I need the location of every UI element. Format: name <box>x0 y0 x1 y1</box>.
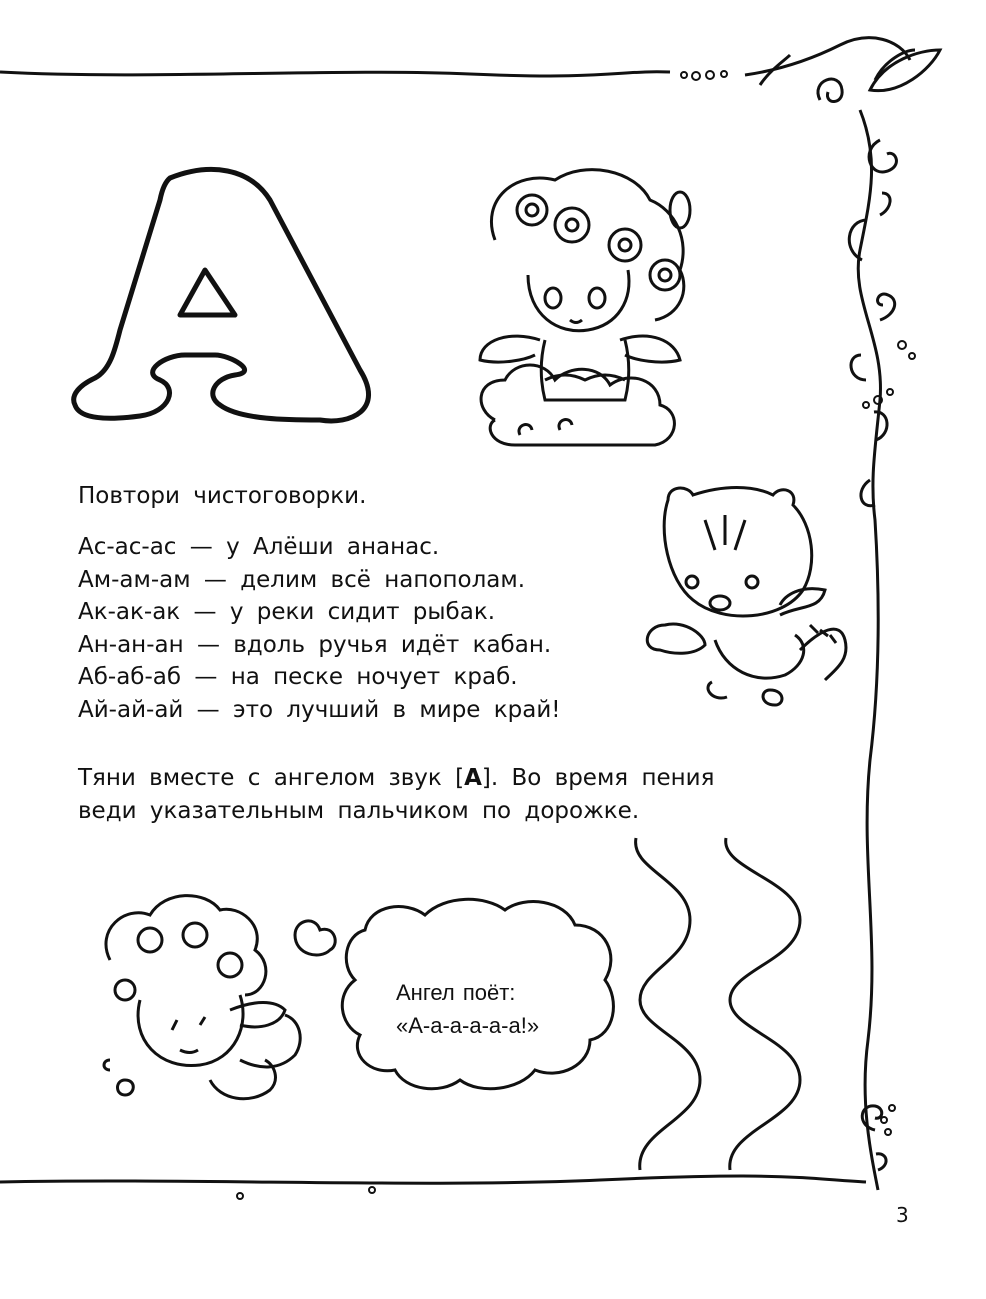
instruction-paragraph <box>78 762 798 828</box>
letter-a-outline-icon <box>74 169 369 420</box>
tongue-twister-line: Ан-ан-ан — вдоль ручья идёт кабан. <box>78 631 552 658</box>
curly-angel-flying-icon <box>104 896 335 1099</box>
tongue-twister-line: Ай-ай-ай — это лучший в мире край! <box>78 696 561 723</box>
bubble-line-1: Ангел поёт: <box>396 980 516 1005</box>
instruction-part-2: ]. Во время пения <box>481 765 715 791</box>
winged-tiger-kitten-icon <box>647 488 846 706</box>
tongue-twister-line: Ас-ас-ас — у Алёши ананас. <box>78 534 440 560</box>
bottom-border-dots <box>237 1187 375 1199</box>
bottom-border-line <box>0 1176 866 1183</box>
tongue-twister-line: Аб-аб-аб — на песке ночует краб. <box>78 664 518 690</box>
angel-girl-on-cloud-icon <box>480 170 690 445</box>
instruction-line-2: веди указательным пальчиком по дорожке. <box>78 798 640 824</box>
tongue-twister-line: Ак-ак-ак — у реки сидит рыбак. <box>78 599 496 625</box>
instruction-line-1 <box>78 762 798 795</box>
tongue-twister-line: Ам-ам-ам — делим всё напополам. <box>78 566 526 593</box>
tongue-twisters-list <box>78 531 561 726</box>
speech-bubble-text <box>396 976 539 1042</box>
top-border-line <box>0 72 670 76</box>
instruction-letter: А <box>464 765 482 791</box>
page-number: 3 <box>896 1203 909 1227</box>
bubble-line-2: «А-а-а-а-а-а!» <box>396 1013 540 1038</box>
vine-border-icon <box>745 38 940 1190</box>
wavy-tracing-paths-icon <box>636 838 800 1170</box>
top-border-dots <box>681 71 727 80</box>
instruction-part-1: Тяни вместе с ангелом звук [ <box>78 765 465 791</box>
intro-heading: Повтори чистоговорки. <box>78 483 367 509</box>
